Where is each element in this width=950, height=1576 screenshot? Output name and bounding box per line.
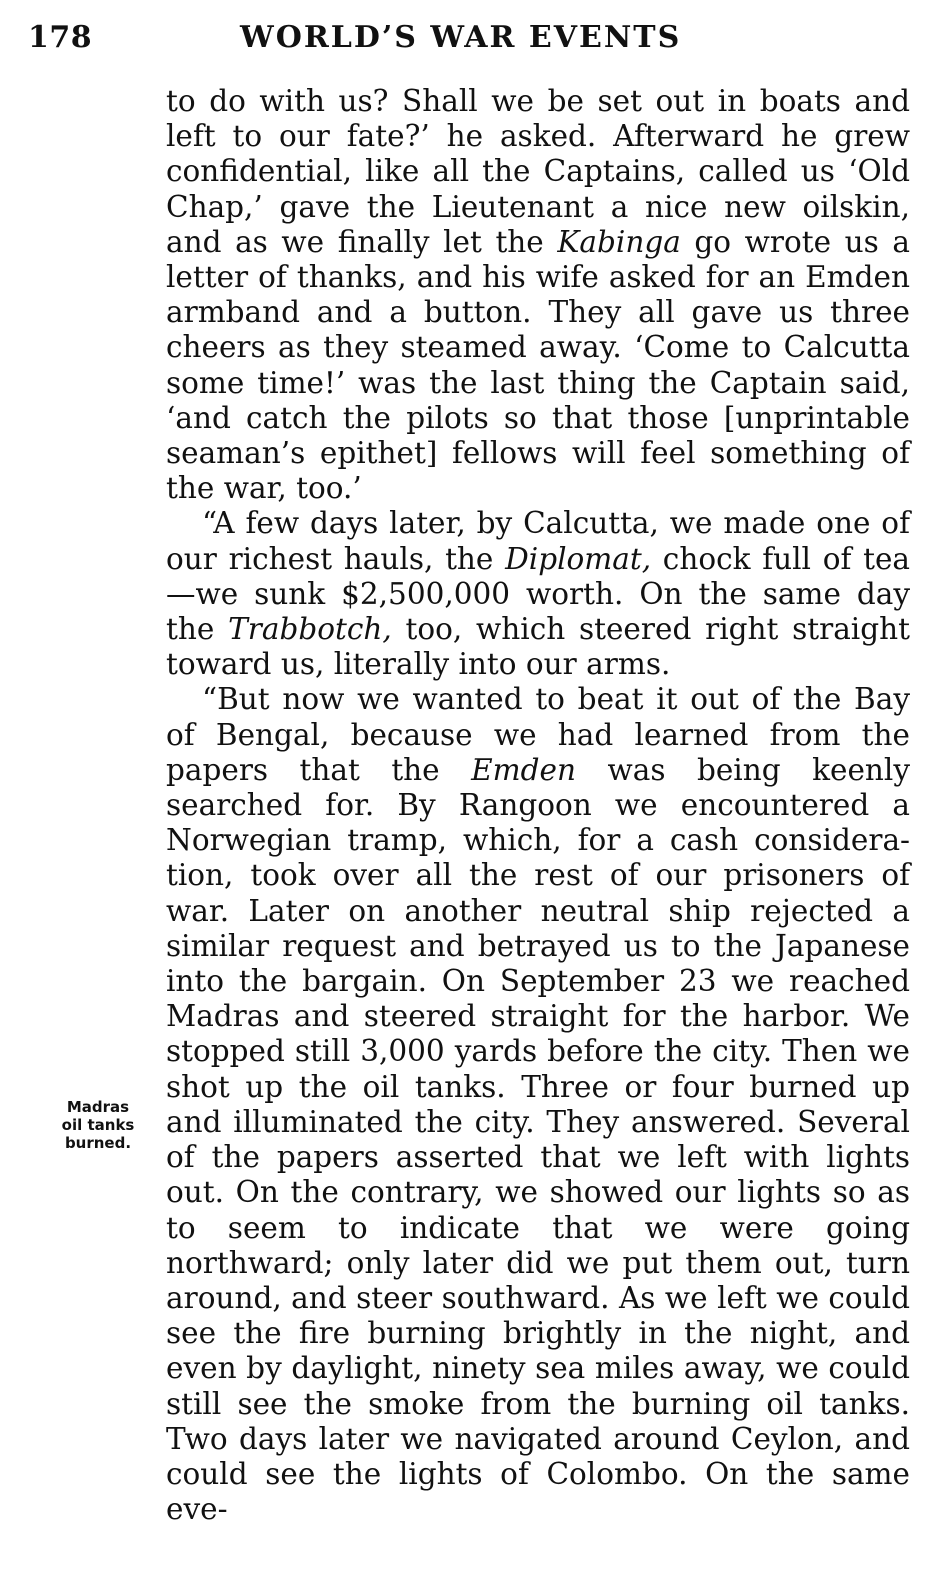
paragraph-2	[166, 506, 910, 682]
paragraph-3-text-b: was being keenly searched for. By Rangoon we encountered a Norwegian tramp, which, for a cash consideration, took over all the rest of our prisoners of war. Later on another neutral ship rejected a similar request and betrayed us to the Japanese into the bargain. On September 23 we reached Madras and steered straight for the harbor. We stopped still 3,000 yards before the city. Then we shot up the oil tanks. Three or four burned up and illuminated the city. They answered. Several of the papers asserted that we left with lights out. On the contrary, we showed our lights so as to seem to indicate that we were going northward; only later did we put them out, turn around, and steer southward. As we left we could see the fire burning brightly in the night, and even by daylight, ninety sea miles away, we could still see the smoke from the burning oil tanks. Two days later we navigated around Ceylon, and could see the lights of Colombo. On the same eve-	[166, 752, 910, 1527]
body-text	[166, 84, 910, 1527]
ship-name-trabbotch: Trabbotch,	[228, 612, 392, 647]
paragraph-1	[166, 84, 910, 506]
sidenote-line-2: oil tanks	[61, 1116, 135, 1134]
sidenote	[38, 1098, 158, 1152]
sidenote-line-1: Madras	[66, 1098, 130, 1116]
paragraph-2-text-c: too, which steered right straight toward us, literally into our arms.	[166, 612, 910, 682]
paragraph-3	[166, 682, 910, 1527]
ship-name-emden: Emden	[471, 752, 576, 787]
paragraph-3-text-a: “But now we wanted to beat it out of the Bay of Bengal, because we had learned from the papers that the	[166, 682, 910, 787]
paragraph-1-text-a: to do with us? Shall we be set out in boats and left to our fate?’ he asked. Afterward he grew confidential, like all the Captains, called us ‘Old Chap,’ gave the Lieutenant a nice new oilskin, and as we finally let the	[166, 84, 910, 259]
running-head: WORLD’S WAR EVENTS	[240, 20, 682, 55]
paragraph-2-text-a: “A few days later, by Calcutta, we made one of our richest hauls, the	[166, 506, 910, 576]
page-number: 178	[28, 20, 93, 55]
paragraph-1-text-b: go wrote us a letter of thanks, and his wife asked for an Emden armband and a button. They all gave us three cheers as they steamed away. ‘Come to Calcutta some time!’ was the last thing the Captain said, ‘and catch the pilots so that those [unprintable seaman’s epithet] fellows will feel something of the war, too.’	[166, 224, 910, 506]
ship-name-diplomat: Diplomat,	[505, 541, 652, 576]
sidenote-line-3: burned.	[64, 1134, 132, 1152]
paragraph-2-text-b: chock full of tea—we sunk $2,500,000 worth. On the same day the	[166, 541, 910, 647]
ship-name-kabinga: Kabinga	[557, 224, 681, 259]
